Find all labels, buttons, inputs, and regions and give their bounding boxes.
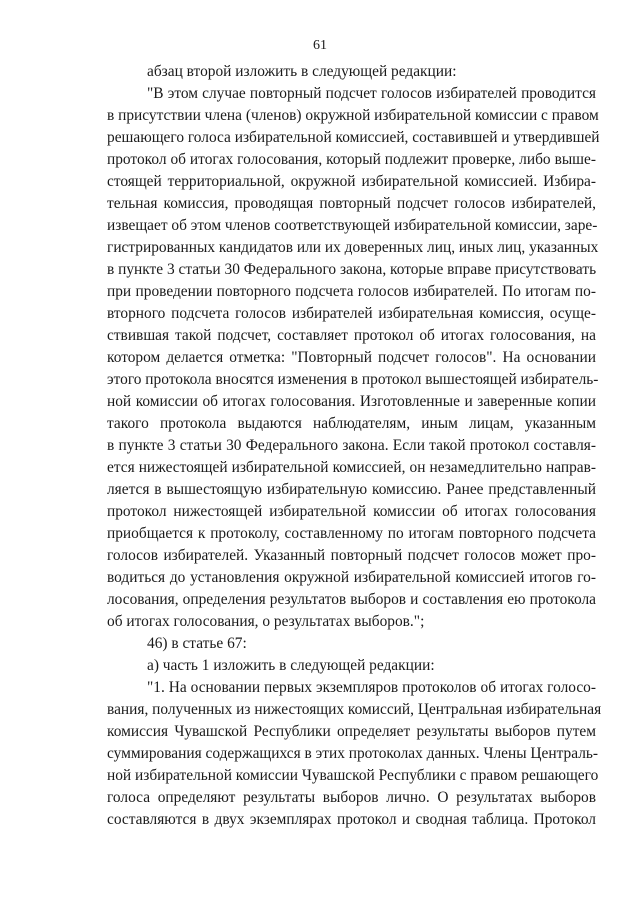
text-line: голоса определяют результаты выборов лично. О результатах выборов (107, 789, 596, 806)
text-line: в присутствии члена (членов) окружной избирательной комиссии с правом (107, 107, 599, 124)
text-line: ется нижестоящей избирательной комиссией, он незамедлительно направ- (107, 459, 596, 476)
text-line: голосов избирателей. Указанный повторный подсчет голосов может про- (107, 547, 596, 564)
text-line: составляются в двух экземплярах протокол и сводная таблица. Протокол (107, 811, 596, 828)
text-line: "1. На основании первых экземпляров протоколов об итогах голосо- (147, 679, 596, 696)
text-line: суммирования содержащихся в этих протоколах данных. Члены Централь- (107, 745, 599, 762)
text-line: водиться до установления окружной избирательной комиссией итогов го- (107, 569, 596, 586)
text-line: вания, полученных из нижестоящих комиссий, Центральная избирательная (107, 701, 602, 718)
text-line: этого протокола вносятся изменения в протокол вышестоящей избиратель- (107, 371, 599, 388)
text-line: ствившая такой подсчет, составляет протокол об итогах голосования, на (107, 327, 596, 344)
text-line: ной комиссии об итогах голосования. Изготовленные и заверенные копии (107, 393, 596, 410)
text-line: такого протокола выдаются наблюдателям, иным лицам, указанным (107, 415, 596, 432)
text-line: комиссия Чувашской Республики определяет результаты выборов путем (107, 723, 596, 740)
text-line: а) часть 1 изложить в следующей редакции: (147, 657, 435, 674)
text-line: гистрированных кандидатов или их доверенных лиц, иных лиц, указанных (107, 239, 599, 256)
text-line: об итогах голосования, о результатах выборов."; (107, 613, 425, 630)
text-line: "В этом случае повторный подсчет голосов избирателей проводится (147, 85, 596, 102)
text-line: котором делается отметка: "Повторный подсчет голосов". На основании (107, 349, 596, 366)
text-line: абзац второй изложить в следующей редакции: (147, 63, 457, 80)
text-line: протокол об итогах голосования, который подлежит проверке, либо выше- (107, 151, 596, 168)
text-line: стоящей территориальной, окружной избирательной комиссией. Избира- (107, 173, 596, 190)
text-line: приобщается к протоколу, составленному по итогам повторного подсчета (107, 525, 596, 542)
document-body (107, 61, 602, 831)
text-line: в пункте 3 статьи 30 Федерального закона. Если такой протокол составля- (107, 437, 596, 454)
text-line: решающего голоса избирательной комиссией, составившей и утвердившей (107, 129, 600, 146)
text-line: вторного подсчета голосов избирателей избирательная комиссия, осуще- (107, 305, 596, 322)
text-line: 46) в статье 67: (147, 635, 247, 652)
page-number: 61 (313, 38, 327, 53)
text-line: ной избирательной комиссии Чувашской Республики с правом решающего (107, 767, 599, 784)
text-line: при проведении повторного подсчета голосов избирателей. По итогам по- (107, 283, 596, 300)
text-line: лосования, определения результатов выборов и составления ею протокола (107, 591, 596, 608)
text-line: извещает об этом членов соответствующей избирательной комиссии, заре- (107, 217, 598, 234)
text-line: ляется в вышестоящую избирательную комиссию. Ранее представленный (107, 481, 596, 498)
text-line: протокол нижестоящей избирательной комиссии об итогах голосования (107, 503, 596, 520)
text-line: тельная комиссия, проводящая повторный подсчет голосов избирателей, (107, 195, 596, 212)
text-line: в пункте 3 статьи 30 Федерального закона, которые вправе присутствовать (107, 261, 597, 278)
